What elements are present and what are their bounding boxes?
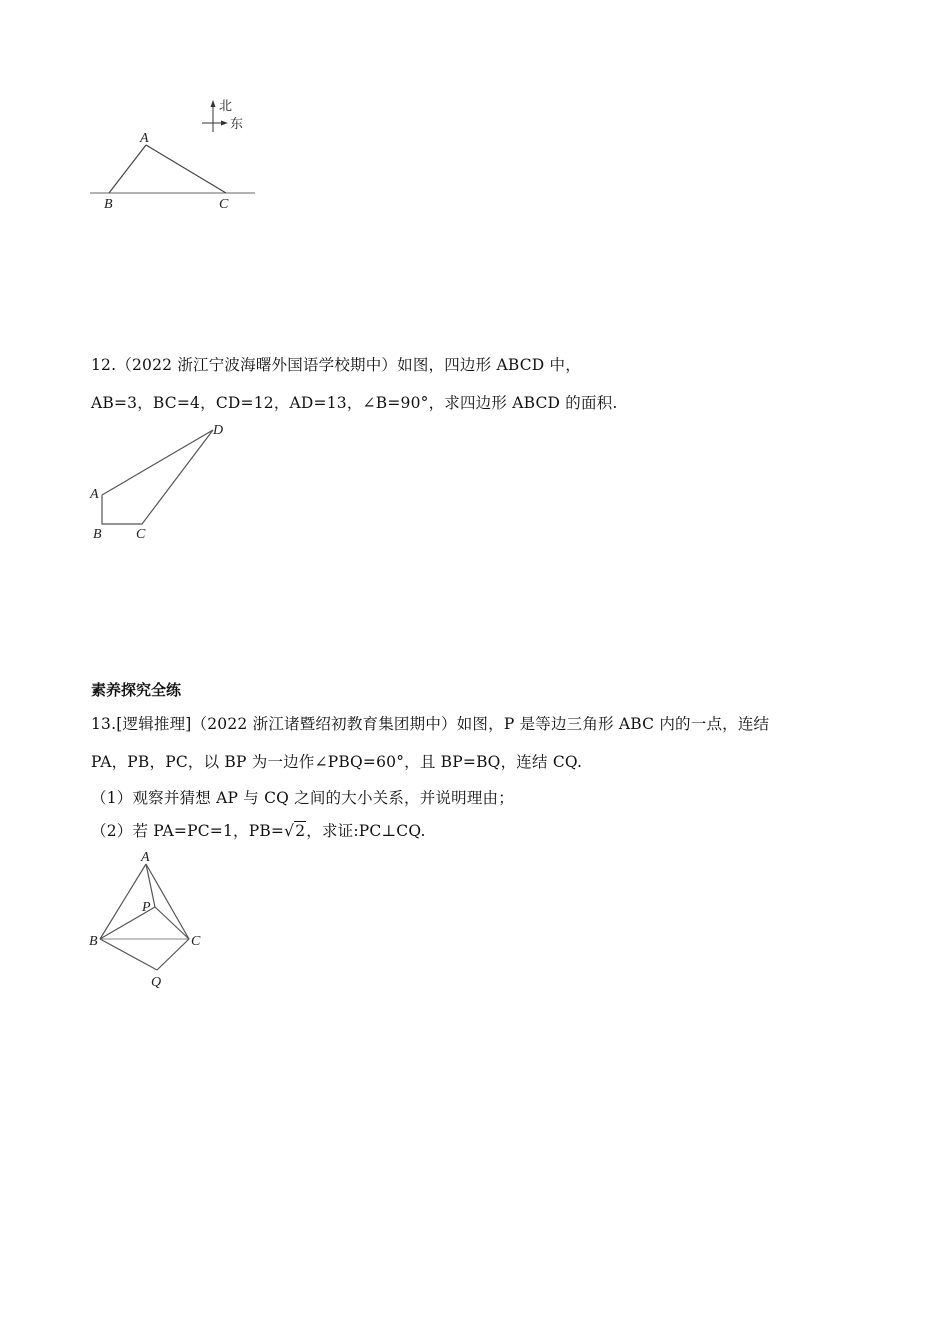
label-a: A	[140, 131, 149, 146]
segment-ab	[109, 145, 146, 193]
label-c: C	[136, 527, 146, 542]
compass-north-label: 北	[219, 99, 233, 114]
q13-part1: （1）观察并猜想 AP 与 CQ 之间的大小关系，并说明理由；	[91, 789, 514, 807]
figure-quadrilateral-abcd	[85, 418, 245, 548]
sqrt-two: √2	[284, 822, 306, 840]
label-q: Q	[151, 975, 162, 990]
q13-part2-prefix: （2）若 PA=PC=1，PB=	[91, 822, 285, 840]
q13-line1: 13.[逻辑推理]（2022 浙江诸暨绍初教育集团期中）如图，P 是等边三角形 ABC 内的一点，连结	[91, 715, 770, 733]
q13-line2: PA，PB，PC，以 BP 为一边作∠PBQ=60°，且 BP=BQ，连结 CQ.	[91, 753, 583, 771]
label-c: C	[191, 934, 201, 949]
figure-equilateral-abc	[85, 846, 215, 996]
q12-line1: 12.（2022 浙江宁波海曙外国语学校期中）如图，四边形 ABCD 中，	[91, 356, 581, 374]
label-b: B	[93, 527, 102, 542]
figure-triangle-abc	[80, 90, 280, 220]
label-b: B	[104, 197, 113, 212]
sqrt-radicand: 2	[295, 822, 306, 840]
label-b: B	[89, 934, 98, 949]
q13-part2	[91, 819, 426, 841]
compass-east-label: 东	[230, 117, 244, 132]
section-title: 素养探究全练	[91, 681, 182, 699]
q12-line2: AB=3，BC=4，CD=12，AD=13，∠B=90°，求四边形 ABCD 的面积.	[91, 394, 618, 412]
label-d: D	[213, 423, 224, 438]
label-p: P	[142, 900, 151, 915]
segment-ac	[146, 145, 226, 193]
label-a: A	[141, 850, 150, 865]
label-a: A	[90, 487, 99, 502]
q13-part2-suffix: ，求证:PC⊥CQ.	[306, 822, 426, 840]
label-c: C	[219, 197, 229, 212]
